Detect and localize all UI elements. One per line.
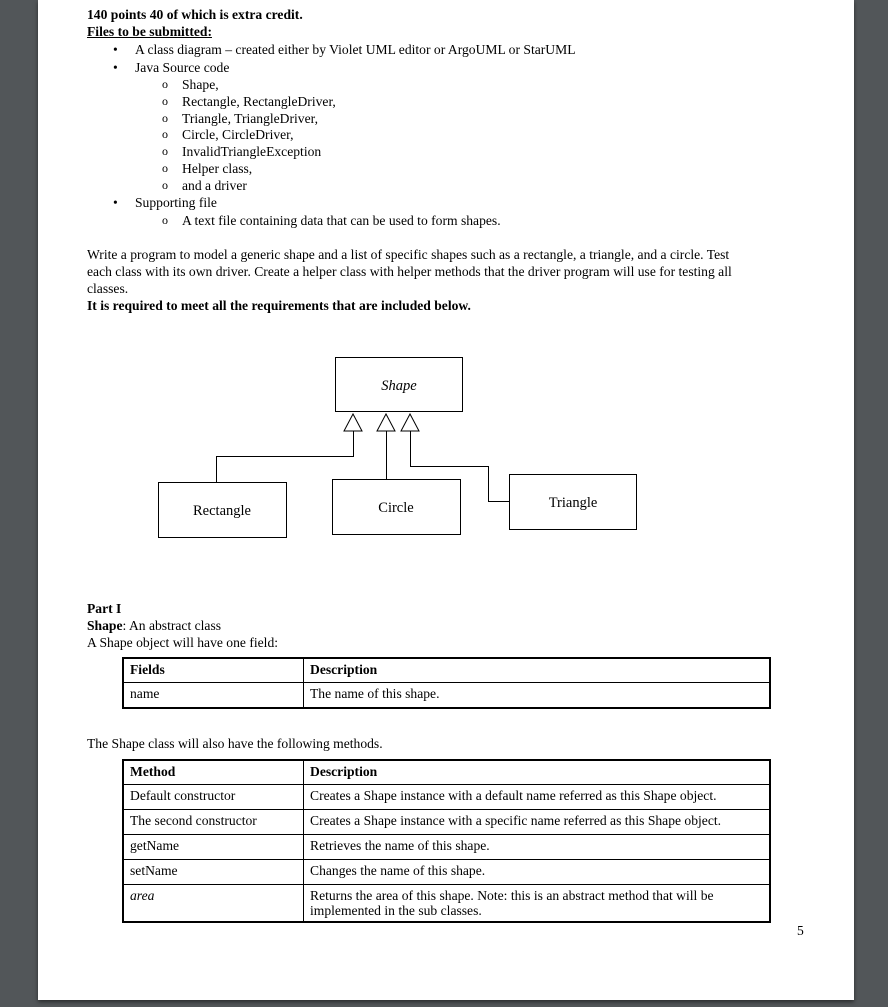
sub-list-item: o Circle, CircleDriver, (182, 126, 294, 143)
intro-line: Write a program to model a generic shape and a list of specific shapes such as a rectangle, a triangle, and a circle. Test (87, 247, 730, 262)
header-cell: Method (123, 760, 304, 784)
part-title: Part I (87, 601, 122, 616)
triangle-class-label: Triangle (548, 495, 598, 511)
sub-list-item: o Triangle, TriangleDriver, (182, 110, 318, 127)
sub-list-item: o A text file containing data that can be used to form shapes. (182, 212, 501, 229)
table-header-row (123, 658, 770, 682)
table-row (123, 859, 770, 884)
cell: Returns the area of this shape. Note: this is an abstract method that will be implemented in the sub classes. (304, 884, 771, 922)
cell: Creates a Shape instance with a default name referred as this Shape object. (304, 784, 771, 809)
header-cell: Fields (123, 658, 304, 682)
fields-table (122, 657, 771, 709)
cell: getName (123, 834, 304, 859)
cell: Default constructor (123, 784, 304, 809)
shape-heading (87, 617, 221, 634)
table-row (123, 784, 770, 809)
cell: setName (123, 859, 304, 884)
circle-class-label: Circle (378, 500, 414, 516)
list-item: • Java Source code (135, 59, 229, 76)
cell: The second constructor (123, 809, 304, 834)
shape-heading-desc: : An abstract class (122, 618, 222, 633)
table-row (123, 834, 770, 859)
table-row (123, 682, 770, 708)
files-heading: Files to be submitted: (87, 24, 212, 39)
sub-list-item: o InvalidTriangleException (182, 143, 321, 160)
cell: Creates a Shape instance with a specific name referred as this Shape object. (304, 809, 771, 834)
header-cell: Description (304, 760, 771, 784)
shape-class-label: Shape (381, 378, 417, 394)
intro-line: each class with its own driver. Create a helper class with helper methods that the driver program will use for testing all (87, 264, 732, 279)
list-item: • A class diagram – created either by Violet UML editor or ArgoUML or StarUML (135, 41, 576, 58)
sub-list-item: o Helper class, (182, 160, 252, 177)
requirement-line: It is required to meet all the requirements that are included below. (87, 298, 471, 313)
table-header-row (123, 760, 770, 784)
cell: Changes the name of this shape. (304, 859, 771, 884)
header-cell: Description (304, 658, 771, 682)
cell: Retrieves the name of this shape. (304, 834, 771, 859)
intro-line: classes. (87, 281, 129, 296)
methods-intro: The Shape class will also have the following methods. (87, 736, 383, 751)
list-item: • Supporting file (135, 194, 217, 211)
points-line: 140 points 40 of which is extra credit. (87, 7, 303, 22)
sub-list-item: o Rectangle, RectangleDriver, (182, 93, 336, 110)
rectangle-class-label: Rectangle (193, 503, 251, 519)
table-row (123, 809, 770, 834)
sub-list-item: o Shape, (182, 76, 219, 93)
cell: area (123, 884, 304, 922)
table-row (123, 884, 770, 922)
methods-table (122, 759, 771, 923)
sub-list-item: o and a driver (182, 177, 247, 194)
cell: The name of this shape. (304, 682, 771, 708)
cell: name (123, 682, 304, 708)
page-number: 5 (797, 923, 804, 938)
shape-heading-label: Shape (87, 618, 123, 633)
field-intro: A Shape object will have one field: (87, 635, 279, 650)
